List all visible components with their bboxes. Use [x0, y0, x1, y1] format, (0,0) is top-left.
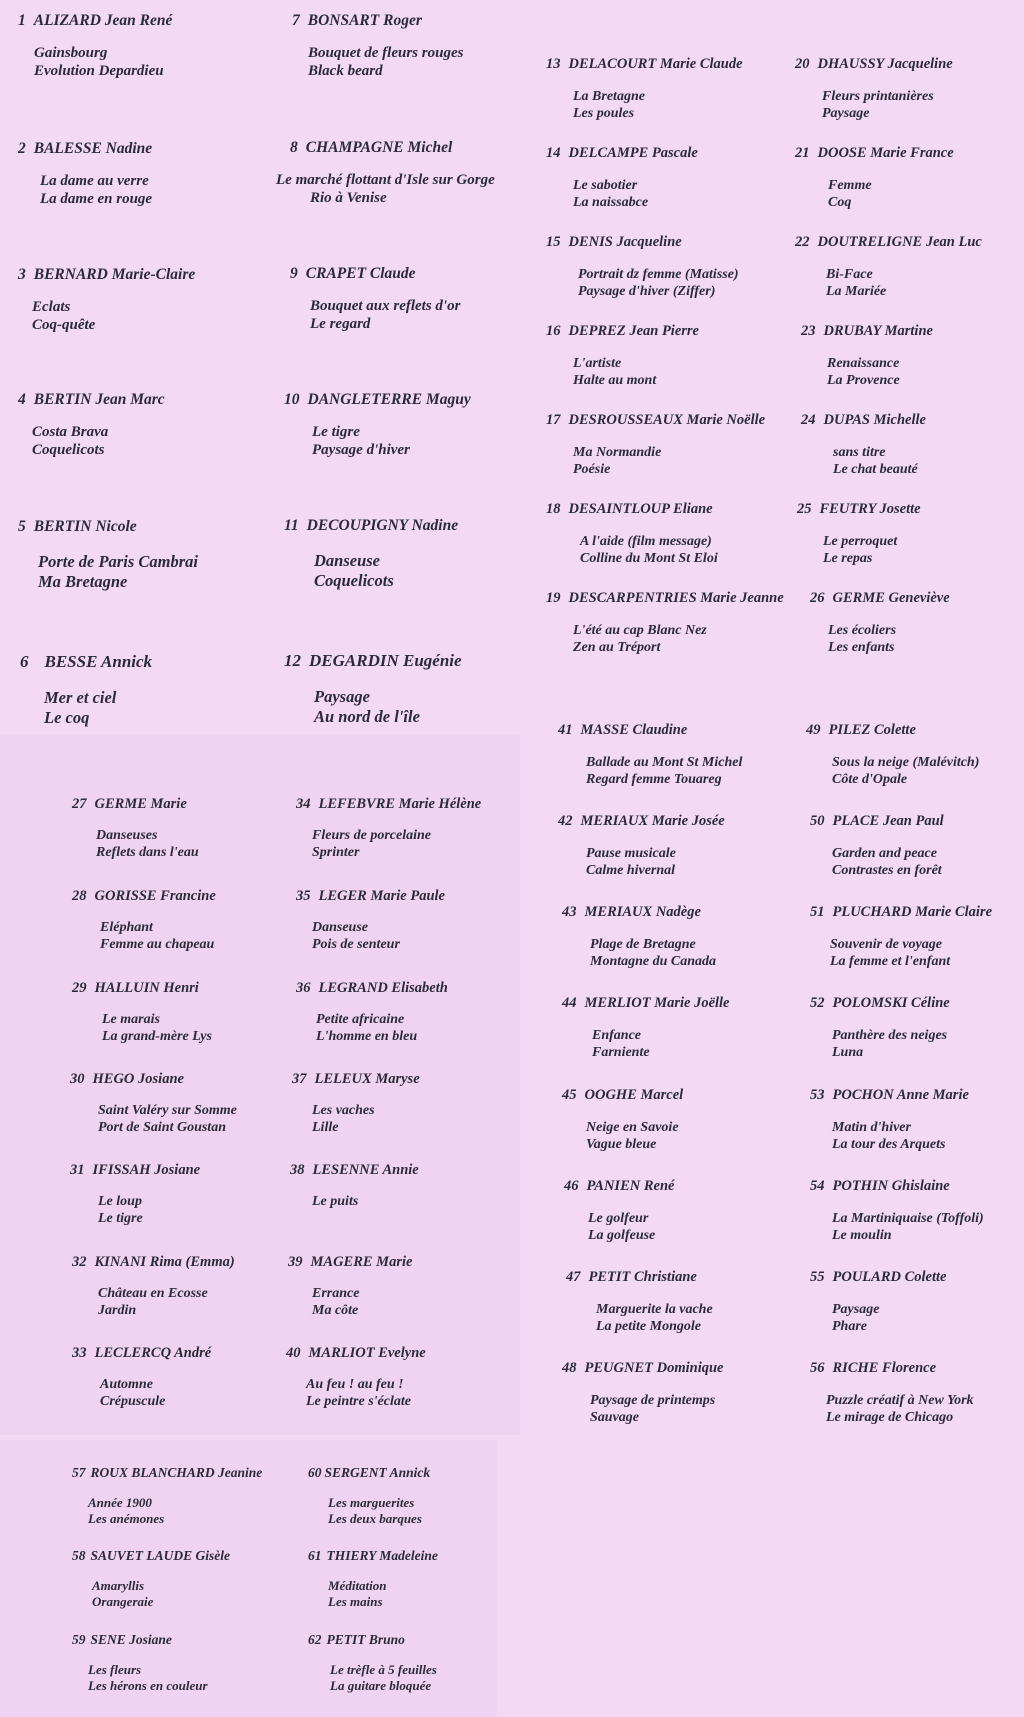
artist-entry: 21 DOOSE Marie France Femme Coq — [795, 145, 954, 210]
artist-name: DESCARPENTRIES Marie Jeanne — [568, 590, 784, 606]
artist-name: BALESSE Nadine — [33, 140, 153, 157]
artwork-list: Le marché flottant d'Isle sur Gorge Rio à Venise — [276, 172, 495, 206]
artist-name: POULARD Colette — [832, 1269, 947, 1285]
artist-entry: 41 MASSE Claudine Ballade au Mont St Michel Regard femme Touareg — [558, 722, 743, 787]
artwork-list: Au feu ! au feu ! Le peintre s'éclate — [306, 1377, 411, 1409]
artist-name: ROUX BLANCHARD Jeanine — [90, 1465, 263, 1480]
artist-name: LEFEBVRE Marie Hélène — [318, 796, 482, 812]
artist-name: THIERY Madeleine — [326, 1548, 438, 1563]
artwork-list: Saint Valéry sur Somme Port de Saint Goustan — [98, 1103, 237, 1135]
artwork-list: Paysage de printemps Sauvage — [590, 1393, 716, 1425]
artist-entry: 33 LECLERCQ André Automne Crépuscule — [72, 1345, 212, 1409]
artist-entry: 15 DENIS Jacqueline Portrait dz femme (Matisse) Paysage d'hiver (Ziffer) — [546, 234, 739, 299]
artwork-list: Danseuses Reflets dans l'eau — [96, 828, 199, 860]
artist-name: OOGHE Marcel — [584, 1087, 684, 1103]
artwork-list: La dame au verre La dame en rouge — [40, 173, 153, 207]
artist-name: POCHON Anne Marie — [832, 1087, 969, 1103]
artist-entry: 9 CRAPET Claude Bouquet aux reflets d'or Le regard — [290, 265, 461, 332]
artwork-list: Bouquet aux reflets d'or Le regard — [310, 298, 461, 332]
artwork-list: L'artiste Halte au mont — [573, 356, 657, 388]
artist-name: BESSE Annick — [44, 652, 153, 671]
artist-entry: 19 DESCARPENTRIES Marie Jeanne L'été au cap Blanc Nez Zen au Tréport — [546, 590, 784, 655]
artwork-list: Eclats Coq-quête — [32, 299, 96, 333]
artist-entry: 46 PANIEN René Le golfeur La golfeuse — [564, 1178, 675, 1243]
artist-entry: 39 MAGERE Marie Errance Ma côte — [288, 1254, 413, 1318]
artwork-list: La Martiniquaise (Toffoli) Le moulin — [832, 1211, 984, 1243]
artwork-list: Amaryllis Orangeraie — [92, 1578, 154, 1610]
artist-entry: 32 KINANI Rima (Emma) Château en Ecosse Jardin — [72, 1254, 235, 1318]
artist-entry: 6 BESSE Annick Mer et ciel Le coq — [20, 652, 153, 727]
artwork-list: Année 1900 Les anémones — [88, 1495, 165, 1527]
artist-entry: 17 DESROUSSEAUX Marie Noëlle Ma Normandie Poésie — [546, 412, 766, 477]
artwork-list: Les marguerites Les deux barques — [328, 1495, 422, 1527]
artist-name: SENE Josiane — [90, 1632, 172, 1647]
artwork-list: Souvenir de voyage La femme et l'enfant — [830, 937, 951, 969]
artist-entry: 8 CHAMPAGNE Michel Le marché flottant d'Isle sur Gorge Rio à Venise — [276, 139, 495, 206]
artist-entry: 13 DELACOURT Marie Claude La Bretagne Les poules — [546, 56, 743, 121]
artwork-list: Portrait dz femme (Matisse) Paysage d'hiver (Ziffer) — [578, 267, 739, 299]
artist-name: CHAMPAGNE Michel — [305, 139, 453, 156]
artist-name: POTHIN Ghislaine — [832, 1178, 950, 1194]
artist-name: DOUTRELIGNE Jean Luc — [817, 234, 982, 250]
artist-name: DECOUPIGNY Nadine — [306, 517, 459, 534]
artwork-list: La Bretagne Les poules — [573, 89, 645, 121]
artist-entry: 31 IFISSAH Josiane Le loup Le tigre — [70, 1162, 201, 1226]
artist-name: IFISSAH Josiane — [92, 1162, 201, 1178]
artist-entry: 35 LEGER Marie Paule Danseuse Pois de senteur — [296, 888, 445, 952]
artwork-list: Paysage Au nord de l'île — [314, 687, 420, 726]
artist-entry: 11 DECOUPIGNY Nadine Danseuse Coquelicots — [284, 517, 459, 590]
artwork-list: Costa Brava Coquelicots — [32, 424, 109, 458]
artwork-list: Les écoliers Les enfants — [828, 623, 897, 655]
artwork-list: Femme Coq — [828, 178, 872, 210]
artist-entry: 54 POTHIN Ghislaine La Martiniquaise (Toffoli) Le moulin — [810, 1178, 984, 1243]
artwork-list: Sous la neige (Malévitch) Côte d'Opale — [832, 755, 980, 787]
artist-name: DANGLETERRE Maguy — [307, 391, 471, 408]
artist-name: GORISSE Francine — [94, 888, 216, 904]
artist-entry: 28 GORISSE Francine Eléphant Femme au chapeau — [72, 888, 216, 952]
artist-name: PEUGNET Dominique — [584, 1360, 724, 1376]
artist-name: PETIT Bruno — [326, 1632, 405, 1647]
artist-entry: 52 POLOMSKI Céline Panthère des neiges Luna — [810, 995, 950, 1060]
artist-entry: 58 SAUVET LAUDE Gisèle Amaryllis Orangeraie — [72, 1548, 231, 1610]
artist-entry: 55 POULARD Colette Paysage Phare — [810, 1269, 947, 1334]
artwork-list: Garden and peace Contrastes en forêt — [832, 846, 942, 878]
artist-entry: 42 MERIAUX Marie Josée Pause musicale Calme hivernal — [558, 813, 725, 878]
artwork-list: Marguerite la vache La petite Mongole — [596, 1302, 713, 1334]
artist-entry: 49 PILEZ Colette Sous la neige (Malévitch) Côte d'Opale — [806, 722, 980, 787]
artist-name: ALIZARD Jean René — [33, 12, 173, 29]
artist-entry: 25 FEUTRY Josette Le perroquet Le repas — [797, 501, 921, 566]
artist-name: LELEUX Maryse — [314, 1071, 420, 1087]
artwork-list: Matin d'hiver La tour des Arquets — [832, 1120, 946, 1152]
artist-name: BERTIN Jean Marc — [33, 391, 165, 408]
artist-entry: 1 ALIZARD Jean René Gainsbourg Evolution Depardieu — [18, 12, 173, 79]
artist-entry: 30 HEGO Josiane Saint Valéry sur Somme Port de Saint Goustan — [70, 1071, 237, 1135]
artwork-list: Petite africaine L'homme en bleu — [316, 1012, 418, 1044]
artist-name: LECLERCQ André — [94, 1345, 212, 1361]
artist-name: DELACOURT Marie Claude — [568, 56, 743, 72]
artist-entry: 50 PLACE Jean Paul Garden and peace Contrastes en forêt — [810, 813, 944, 878]
artist-entry: 10 DANGLETERRE Maguy Le tigre Paysage d'hiver — [284, 391, 471, 458]
artist-entry: 24 DUPAS Michelle sans titre Le chat beauté — [801, 412, 926, 477]
artwork-list: Gainsbourg Evolution Depardieu — [34, 45, 164, 79]
artist-name: BONSART Roger — [307, 12, 422, 29]
artist-name: PANIEN René — [586, 1178, 675, 1194]
artist-name: FEUTRY Josette — [819, 501, 921, 517]
artist-entry: 60 SERGENT Annick Les marguerites Les deux barques — [308, 1465, 431, 1527]
artwork-list: Le trèfle à 5 feuilles La guitare bloquée — [330, 1662, 437, 1694]
artwork-list: Les vaches Lille — [312, 1103, 375, 1135]
artist-name: DRUBAY Martine — [823, 323, 933, 339]
artist-entry: 16 DEPREZ Jean Pierre L'artiste Halte au mont — [546, 323, 699, 388]
artist-entry: 18 DESAINTLOUP Eliane A l'aide (film message) Colline du Mont St Eloi — [546, 501, 718, 566]
artist-name: DOOSE Marie France — [817, 145, 954, 161]
artist-name: BERTIN Nicole — [33, 518, 137, 535]
artist-name: PILEZ Colette — [828, 722, 916, 738]
artwork-list: Ballade au Mont St Michel Regard femme Touareg — [586, 755, 743, 787]
artist-entry: 45 OOGHE Marcel Neige en Savoie Vague bleue — [562, 1087, 684, 1152]
artwork-list: Le golfeur La golfeuse — [588, 1211, 656, 1243]
artist-name: SAUVET LAUDE Gisèle — [90, 1548, 231, 1563]
artist-entry: 5 BERTIN Nicole Porte de Paris Cambrai Ma Bretagne — [18, 518, 198, 591]
artwork-list: A l'aide (film message) Colline du Mont St Eloi — [580, 534, 718, 566]
artist-name: LEGRAND Elisabeth — [318, 980, 448, 996]
artist-entry: 23 DRUBAY Martine Renaissance La Provence — [801, 323, 933, 388]
artwork-list: Pause musicale Calme hivernal — [586, 846, 676, 878]
artist-entry: 62 PETIT Bruno Le trèfle à 5 feuilles La guitare bloquée — [308, 1632, 437, 1694]
artist-name: DESAINTLOUP Eliane — [568, 501, 713, 517]
artwork-list: Méditation Les mains — [328, 1578, 387, 1610]
artwork-list: Château en Ecosse Jardin — [98, 1286, 208, 1318]
artwork-list: Enfance Farniente — [592, 1028, 650, 1060]
artist-entry: 40 MARLIOT Evelyne Au feu ! au feu ! Le peintre s'éclate — [286, 1345, 426, 1409]
artist-entry: 2 BALESSE Nadine La dame au verre La dame en rouge — [18, 140, 153, 207]
artist-entry: 59 SENE Josiane Les fleurs Les hérons en couleur — [72, 1632, 208, 1694]
artwork-list: Le perroquet Le repas — [823, 534, 898, 566]
artwork-list: Neige en Savoie Vague bleue — [586, 1120, 679, 1152]
artwork-list: Renaissance La Provence — [827, 356, 900, 388]
artwork-list: Le marais La grand-mère Lys — [102, 1012, 212, 1044]
artist-name: MASSE Claudine — [580, 722, 688, 738]
artist-entry: 26 GERME Geneviève Les écoliers Les enfants — [810, 590, 950, 655]
artwork-list: Le puits — [312, 1194, 359, 1209]
artist-name: LESENNE Annie — [312, 1162, 419, 1178]
artist-name: PLUCHARD Marie Claire — [832, 904, 993, 920]
artist-name: RICHE Florence — [832, 1360, 937, 1376]
artwork-list: Le sabotier La naissabce — [573, 178, 649, 210]
artist-entry: 12 DEGARDIN Eugénie Paysage Au nord de l'île — [284, 651, 462, 726]
artist-name: MARLIOT Evelyne — [308, 1345, 426, 1361]
artist-entry: 57 ROUX BLANCHARD Jeanine Année 1900 Les anémones — [72, 1465, 263, 1527]
artwork-list: Bi-Face La Mariée — [826, 267, 887, 299]
artwork-list: L'été au cap Blanc Nez Zen au Tréport — [573, 623, 707, 655]
artist-name: CRAPET Claude — [305, 265, 416, 282]
artist-entry: 29 HALLUIN Henri Le marais La grand-mère Lys — [72, 980, 212, 1044]
artist-entry: 34 LEFEBVRE Marie Hélène Fleurs de porcelaine Sprinter — [296, 796, 482, 860]
artwork-list: Porte de Paris Cambrai Ma Bretagne — [38, 552, 198, 591]
artwork-list: Automne Crépuscule — [100, 1377, 166, 1409]
artwork-list: Eléphant Femme au chapeau — [100, 920, 215, 952]
artwork-list: Bouquet de fleurs rouges Black beard — [308, 45, 464, 79]
artist-entry: 7 BONSART Roger Bouquet de fleurs rouges Black beard — [292, 12, 464, 79]
artist-entry: 51 PLUCHARD Marie Claire Souvenir de voyage La femme et l'enfant — [810, 904, 993, 969]
artist-name: GERME Marie — [94, 796, 187, 812]
artist-name: DESROUSSEAUX Marie Noëlle — [568, 412, 766, 428]
artwork-list: Le loup Le tigre — [98, 1194, 143, 1226]
artist-name: DELCAMPE Pascale — [568, 145, 698, 161]
artwork-list: Panthère des neiges Luna — [832, 1028, 948, 1060]
artist-name: HALLUIN Henri — [94, 980, 199, 996]
artist-name: DEPREZ Jean Pierre — [568, 323, 699, 339]
artist-name: HEGO Josiane — [92, 1071, 184, 1087]
artist-name: SERGENT Annick — [324, 1465, 431, 1480]
artist-name: MERIAUX Marie Josée — [580, 813, 725, 829]
artist-entry: 27 GERME Marie Danseuses Reflets dans l'eau — [72, 796, 199, 860]
artist-entry: 37 LELEUX Maryse Les vaches Lille — [292, 1071, 420, 1135]
artwork-list: Fleurs printanières Paysage — [822, 89, 934, 121]
artwork-list: Fleurs de porcelaine Sprinter — [312, 828, 431, 860]
artist-name: DENIS Jacqueline — [568, 234, 682, 250]
artist-entry: 38 LESENNE Annie Le puits — [290, 1162, 419, 1209]
artwork-list: Les fleurs Les hérons en couleur — [88, 1662, 208, 1694]
artist-name: PLACE Jean Paul — [832, 813, 944, 829]
artist-name: POLOMSKI Céline — [832, 995, 950, 1011]
artist-name: DUPAS Michelle — [823, 412, 926, 428]
artwork-list: Danseuse Coquelicots — [314, 551, 394, 590]
artwork-list: Danseuse Pois de senteur — [312, 920, 400, 952]
artist-name: GERME Geneviève — [832, 590, 950, 606]
artist-entry: 20 DHAUSSY Jacqueline Fleurs printanières Paysage — [795, 56, 953, 121]
artist-name: LEGER Marie Paule — [318, 888, 445, 904]
artist-name: PETIT Christiane — [588, 1269, 697, 1285]
artist-entry: 56 RICHE Florence Puzzle créatif à New York Le mirage de Chicago — [810, 1360, 974, 1425]
artwork-list: Mer et ciel Le coq — [44, 688, 117, 727]
artist-entry: 47 PETIT Christiane Marguerite la vache La petite Mongole — [566, 1269, 713, 1334]
artist-entry: 61 THIERY Madeleine Méditation Les mains — [308, 1548, 438, 1610]
artwork-list: Ma Normandie Poésie — [573, 445, 662, 477]
artwork-list: Plage de Bretagne Montagne du Canada — [590, 937, 717, 969]
artist-name: MAGERE Marie — [310, 1254, 413, 1270]
artist-entry: 22 DOUTRELIGNE Jean Luc Bi-Face La Mariée — [795, 234, 982, 299]
artwork-list: Paysage Phare — [832, 1302, 880, 1334]
artist-entry: 14 DELCAMPE Pascale Le sabotier La naissabce — [546, 145, 698, 210]
artist-name: DEGARDIN Eugénie — [309, 651, 462, 670]
artist-entry: 36 LEGRAND Elisabeth Petite africaine L'homme en bleu — [296, 980, 448, 1044]
artist-entry: 48 PEUGNET Dominique Paysage de printemps Sauvage — [562, 1360, 724, 1425]
artist-name: MERLIOT Marie Joëlle — [584, 995, 730, 1011]
artist-name: BERNARD Marie-Claire — [33, 266, 196, 283]
artwork-list: sans titre Le chat beauté — [833, 445, 918, 477]
artwork-list: Errance Ma côte — [312, 1286, 360, 1318]
artist-entry: 4 BERTIN Jean Marc Costa Brava Coquelicots — [18, 391, 165, 458]
artist-name: MERIAUX Nadège — [584, 904, 701, 920]
artwork-list: Le tigre Paysage d'hiver — [312, 424, 410, 458]
artist-entry: 43 MERIAUX Nadège Plage de Bretagne Montagne du Canada — [562, 904, 717, 969]
artist-entry: 53 POCHON Anne Marie Matin d'hiver La tour des Arquets — [810, 1087, 969, 1152]
artist-entry: 3 BERNARD Marie-Claire Eclats Coq-quête — [18, 266, 196, 333]
artist-entry: 44 MERLIOT Marie Joëlle Enfance Farniente — [562, 995, 730, 1060]
artist-name: DHAUSSY Jacqueline — [817, 56, 953, 72]
artwork-list: Puzzle créatif à New York Le mirage de Chicago — [826, 1393, 974, 1425]
artist-name: KINANI Rima (Emma) — [94, 1254, 235, 1270]
